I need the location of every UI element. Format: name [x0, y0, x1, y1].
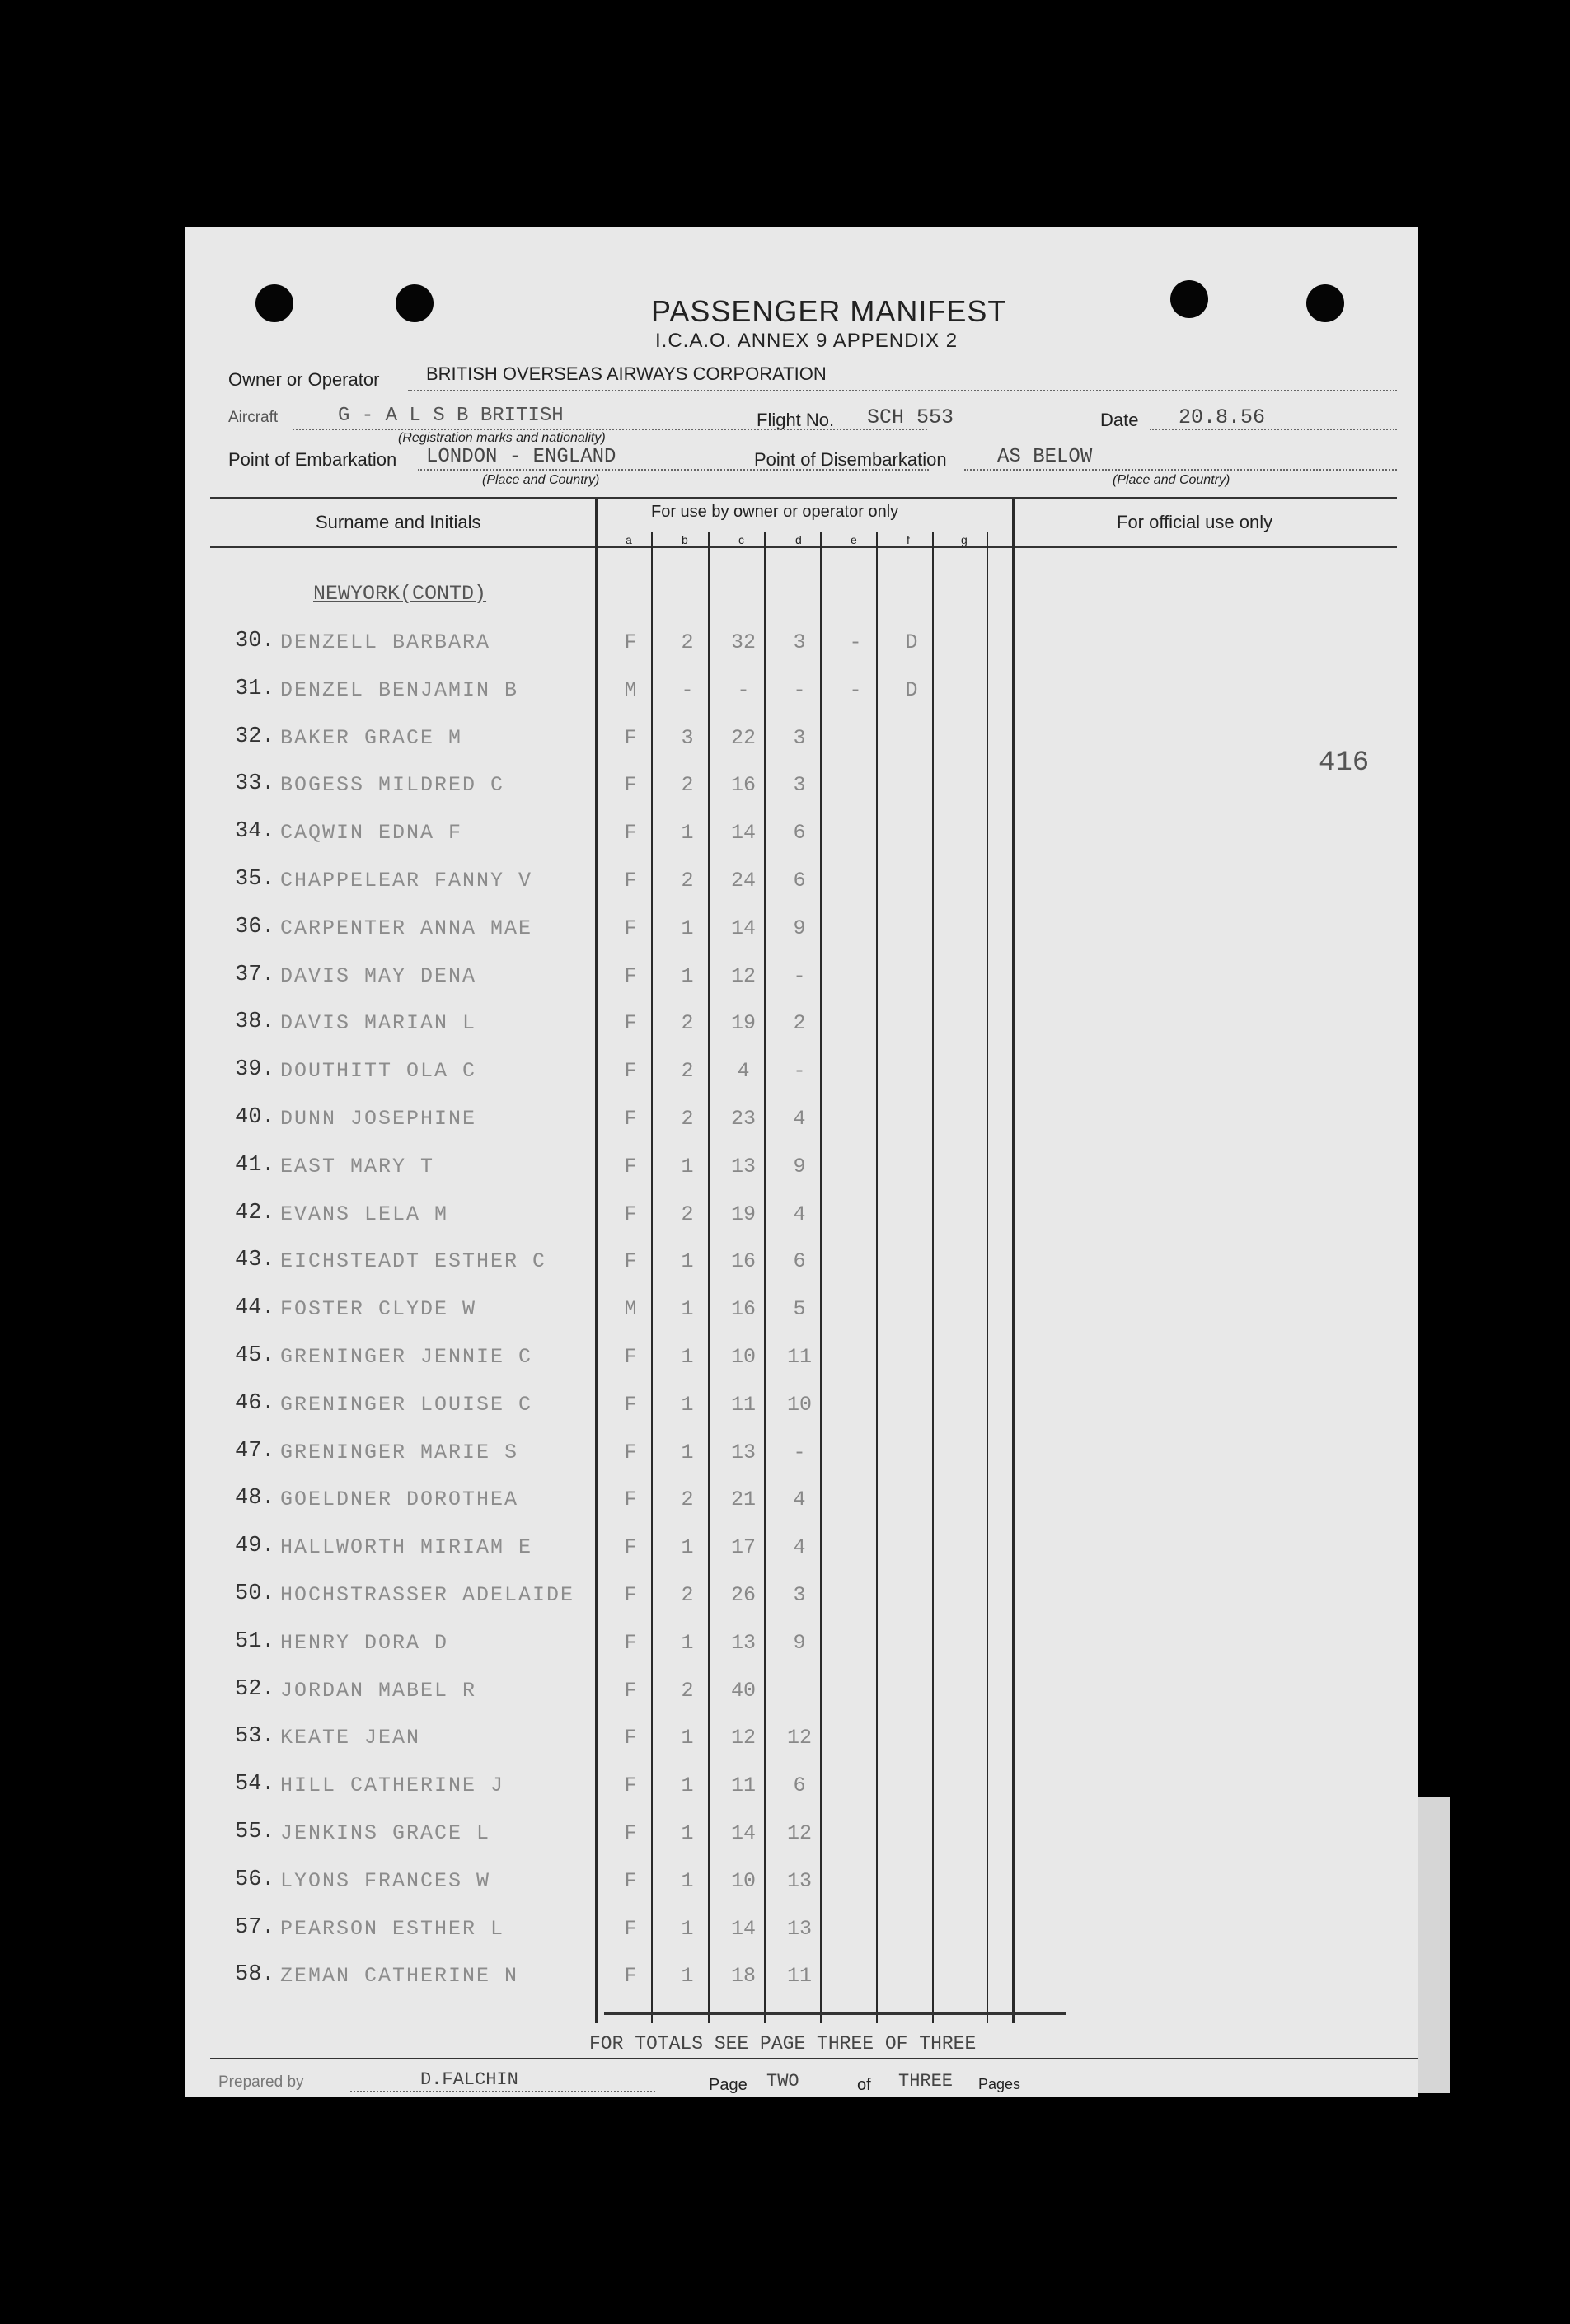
cell-a: F	[624, 1249, 637, 1274]
table-row	[185, 1525, 1418, 1573]
embarkation-label: Point of Embarkation	[228, 449, 397, 470]
row-number: 35.	[235, 867, 275, 892]
passenger-name: HOCHSTRASSER ADELAIDE	[280, 1583, 575, 1607]
cell-a: F	[624, 1678, 637, 1703]
table-row	[185, 763, 1418, 811]
punch-hole	[255, 284, 293, 322]
cell-a: F	[624, 1583, 637, 1607]
flight-value: SCH 553	[867, 405, 954, 429]
of-label: of	[857, 2076, 871, 2094]
aircraft-label: Aircraft	[228, 409, 279, 426]
cell-d: 4	[793, 1488, 806, 1512]
cell-a: F	[624, 773, 637, 798]
flight-label: Flight No.	[757, 410, 835, 430]
cell-c: 26	[730, 1583, 756, 1607]
cell-b: 1	[681, 1630, 694, 1655]
passenger-name: DOUTHITT OLA C	[280, 1059, 477, 1084]
cell-a: F	[624, 1773, 637, 1798]
cell-b: 2	[681, 1059, 694, 1084]
date-line	[1150, 429, 1397, 430]
table-row	[185, 1049, 1418, 1097]
cell-b: -	[681, 677, 694, 702]
cell-d: 5	[793, 1297, 806, 1322]
cell-c: 10	[730, 1868, 756, 1893]
row-number: 42.	[235, 1200, 275, 1225]
cell-c: 14	[730, 821, 756, 846]
cell-b: 1	[681, 1392, 694, 1417]
cell-c: 19	[730, 1011, 756, 1036]
passenger-name: GRENINGER MARIE S	[280, 1440, 519, 1464]
row-number: 44.	[235, 1296, 275, 1321]
table-row	[185, 621, 1418, 668]
cell-b: 2	[681, 869, 694, 893]
cell-a: F	[624, 1440, 637, 1464]
row-number: 58.	[235, 1962, 275, 1988]
passenger-name: EICHSTEADT ESTHER C	[280, 1249, 547, 1274]
passenger-name: HENRY DORA D	[280, 1630, 449, 1655]
cell-a: F	[624, 1059, 637, 1084]
row-number: 54.	[235, 1772, 275, 1797]
table-row	[185, 1859, 1418, 1907]
cell-b: 1	[681, 1345, 694, 1369]
cell-d: 4	[793, 1535, 806, 1560]
passenger-name: DENZELL BARBARA	[280, 630, 491, 654]
cell-a: F	[624, 1107, 637, 1131]
cell-d: 6	[793, 1773, 806, 1798]
cell-d: 3	[793, 725, 806, 750]
row-number: 55.	[235, 1820, 275, 1844]
passenger-name: JORDAN MABEL R	[280, 1678, 477, 1703]
table-row	[185, 1764, 1418, 1811]
cell-a: F	[624, 725, 637, 750]
cell-a: F	[624, 1916, 637, 1941]
cell-d: 11	[786, 1345, 812, 1369]
official-note: 416	[1319, 747, 1370, 779]
manifest-sheet	[185, 227, 1418, 2097]
passenger-name: JENKINS GRACE L	[280, 1821, 491, 1845]
row-number: 31.	[235, 676, 275, 701]
date-label: Date	[1100, 410, 1139, 430]
passenger-name: LYONS FRANCES W	[280, 1868, 491, 1893]
registration-note: (Registration marks and nationality)	[398, 431, 606, 445]
cell-b: 1	[681, 916, 694, 940]
table-row	[185, 954, 1418, 1002]
table-row	[185, 811, 1418, 859]
cell-c: 18	[730, 1964, 756, 1989]
subcol-label: f	[907, 533, 910, 546]
punch-hole	[396, 284, 434, 322]
passenger-name: GRENINGER LOUISE C	[280, 1392, 533, 1417]
cell-f: D	[905, 677, 918, 702]
table-row	[185, 1239, 1418, 1287]
cell-c: 11	[730, 1773, 756, 1798]
cell-b: 1	[681, 1773, 694, 1798]
cell-d: 10	[786, 1392, 812, 1417]
row-number: 51.	[235, 1628, 275, 1654]
cell-a: F	[624, 1535, 637, 1560]
cell-a: F	[624, 1488, 637, 1512]
row-number: 30.	[235, 629, 275, 654]
row-number: 50.	[235, 1581, 275, 1606]
form-subtitle: I.C.A.O. ANNEX 9 APPENDIX 2	[655, 330, 958, 352]
cell-b: 1	[681, 1249, 694, 1274]
row-number: 49.	[235, 1534, 275, 1559]
cell-c: 4	[737, 1059, 750, 1084]
pages-label: Pages	[978, 2076, 1021, 2092]
subcol-label: e	[851, 533, 857, 546]
cell-d: 9	[793, 916, 806, 940]
table-row	[185, 1001, 1418, 1049]
totals-rule	[604, 2012, 1066, 2015]
table-row	[185, 1621, 1418, 1669]
table-row	[185, 1907, 1418, 1955]
cell-d: -	[793, 677, 806, 702]
passenger-name: EVANS LELA M	[280, 1202, 449, 1226]
row-number: 52.	[235, 1676, 275, 1702]
row-number: 38.	[235, 1010, 275, 1035]
cell-b: 2	[681, 1202, 694, 1226]
passenger-name: HILL CATHERINE J	[280, 1773, 505, 1798]
table-row	[185, 668, 1418, 716]
cell-c: 13	[730, 1154, 756, 1178]
cell-b: 2	[681, 1011, 694, 1036]
table-row	[185, 1145, 1418, 1192]
cell-a: M	[624, 677, 637, 702]
table-row	[185, 1431, 1418, 1478]
cell-d: 12	[786, 1726, 812, 1750]
prepared-line	[350, 2091, 655, 2092]
table-row	[185, 1478, 1418, 1525]
cell-c: 14	[730, 916, 756, 940]
cell-c: 11	[730, 1392, 756, 1417]
cell-d: -	[793, 1059, 806, 1084]
passenger-name: HALLWORTH MIRIAM E	[280, 1535, 533, 1560]
cell-b: 1	[681, 1440, 694, 1464]
aircraft-value: G - A L S B BRITISH	[338, 405, 564, 427]
cell-d: 2	[793, 1011, 806, 1036]
row-number: 46.	[235, 1390, 275, 1416]
cell-b: 2	[681, 773, 694, 798]
prepared-value: D.FALCHIN	[420, 2069, 518, 2090]
cell-c: 32	[730, 630, 756, 654]
subcol-label: g	[961, 533, 968, 546]
section-heading: NEWYORK(CONTD)	[313, 582, 487, 606]
cell-d: 13	[786, 1868, 812, 1893]
cell-a: F	[624, 821, 637, 846]
cell-c: 16	[730, 1297, 756, 1322]
cell-d: 13	[786, 1916, 812, 1941]
cell-b: 1	[681, 821, 694, 846]
owner-line	[408, 390, 1397, 391]
cell-d: -	[793, 963, 806, 988]
cell-c: 40	[730, 1678, 756, 1703]
cell-a: F	[624, 1011, 637, 1036]
cell-a: F	[624, 1964, 637, 1989]
cell-d: 3	[793, 630, 806, 654]
row-number: 41.	[235, 1152, 275, 1178]
header-operator: For use by owner or operator only	[651, 503, 899, 521]
cell-b: 1	[681, 1868, 694, 1893]
table-row	[185, 1287, 1418, 1335]
cell-c: 10	[730, 1345, 756, 1369]
cell-b: 1	[681, 1535, 694, 1560]
cell-a: F	[624, 1630, 637, 1655]
page-label: Page	[709, 2076, 748, 2094]
page-value: TWO	[766, 2071, 799, 2092]
cell-a: F	[624, 869, 637, 893]
row-number: 33.	[235, 771, 275, 797]
cell-a: F	[624, 630, 637, 654]
cell-b: 1	[681, 1726, 694, 1750]
passenger-name: FOSTER CLYDE W	[280, 1297, 477, 1322]
subcol-label: d	[795, 533, 802, 546]
cell-d: 12	[786, 1821, 812, 1845]
passenger-name: CAQWIN EDNA F	[280, 821, 463, 846]
cell-c: 16	[730, 773, 756, 798]
passenger-name: BAKER GRACE M	[280, 725, 463, 750]
cell-d: 11	[786, 1964, 812, 1989]
passenger-name: EAST MARY T	[280, 1154, 435, 1178]
punch-hole	[1170, 280, 1208, 318]
cell-c: 21	[730, 1488, 756, 1512]
cell-d: 4	[793, 1202, 806, 1226]
cell-b: 2	[681, 1488, 694, 1512]
cell-c: 14	[730, 1916, 756, 1941]
cell-a: F	[624, 1821, 637, 1845]
cell-d: 3	[793, 773, 806, 798]
owner-label: Owner or Operator	[228, 369, 380, 390]
cell-c: 19	[730, 1202, 756, 1226]
cell-b: 1	[681, 1964, 694, 1989]
header-surname: Surname and Initials	[316, 512, 481, 532]
cell-c: 24	[730, 869, 756, 893]
passenger-name: DENZEL BENJAMIN B	[280, 677, 519, 702]
cell-e: -	[849, 677, 862, 702]
cell-a: F	[624, 916, 637, 940]
cell-b: 2	[681, 1107, 694, 1131]
cell-d: 3	[793, 1583, 806, 1607]
passenger-name: DAVIS MARIAN L	[280, 1011, 477, 1036]
cell-a: F	[624, 1726, 637, 1750]
cell-a: F	[624, 1154, 637, 1178]
cell-d: 9	[793, 1630, 806, 1655]
cell-d: 6	[793, 1249, 806, 1274]
cell-f: D	[905, 630, 918, 654]
cell-b: 2	[681, 1583, 694, 1607]
sheet-edge	[1418, 1797, 1450, 2093]
punch-hole	[1306, 284, 1344, 322]
embarkation-note: (Place and Country)	[482, 473, 600, 487]
cell-c: 16	[730, 1249, 756, 1274]
passenger-name: CHAPPELEAR FANNY V	[280, 869, 533, 893]
table-row	[185, 1383, 1418, 1431]
cell-c: 12	[730, 1726, 756, 1750]
subcol-label: b	[682, 533, 688, 546]
passenger-name: KEATE JEAN	[280, 1726, 421, 1750]
disembarkation-note: (Place and Country)	[1113, 473, 1230, 487]
totals-note: FOR TOTALS SEE PAGE THREE OF THREE	[589, 2033, 977, 2055]
cell-c: -	[737, 677, 750, 702]
cell-c: 22	[730, 725, 756, 750]
prepared-label: Prepared by	[218, 2073, 304, 2091]
cell-b: 1	[681, 1821, 694, 1845]
cell-a: F	[624, 1868, 637, 1893]
cell-b: 2	[681, 1678, 694, 1703]
row-number: 40.	[235, 1105, 275, 1130]
passenger-name: GOELDNER DOROTHEA	[280, 1488, 519, 1512]
table-row	[185, 1954, 1418, 2002]
passenger-name: ZEMAN CATHERINE N	[280, 1964, 519, 1989]
cell-c: 12	[730, 963, 756, 988]
table-row	[185, 1192, 1418, 1240]
cell-b: 1	[681, 1916, 694, 1941]
row-number: 36.	[235, 914, 275, 939]
cell-c: 14	[730, 1821, 756, 1845]
row-number: 53.	[235, 1724, 275, 1750]
of-value: THREE	[898, 2071, 954, 2092]
table-row	[185, 907, 1418, 954]
cell-d: -	[793, 1440, 806, 1464]
row-number: 45.	[235, 1343, 275, 1368]
passenger-name: GRENINGER JENNIE C	[280, 1345, 533, 1369]
owner-value: BRITISH OVERSEAS AIRWAYS CORPORATION	[426, 363, 827, 384]
embarkation-value: LONDON - ENGLAND	[426, 446, 616, 468]
cell-c: 23	[730, 1107, 756, 1131]
row-number: 57.	[235, 1914, 275, 1940]
table-row	[185, 1811, 1418, 1859]
cell-b: 1	[681, 963, 694, 988]
cell-b: 1	[681, 1297, 694, 1322]
table-row	[185, 716, 1418, 764]
row-number: 37.	[235, 962, 275, 987]
cell-b: 1	[681, 1154, 694, 1178]
row-number: 48.	[235, 1486, 275, 1511]
cell-a: F	[624, 963, 637, 988]
passenger-name: CARPENTER ANNA MAE	[280, 916, 533, 940]
table-row	[185, 1335, 1418, 1383]
subcol-label: c	[738, 533, 744, 546]
table-row	[185, 1716, 1418, 1764]
table-row	[185, 1573, 1418, 1621]
table-top-rule	[210, 497, 1397, 499]
row-number: 34.	[235, 819, 275, 845]
subcol-label: a	[626, 533, 632, 546]
row-number: 39.	[235, 1057, 275, 1083]
cell-b: 3	[681, 725, 694, 750]
passenger-name: PEARSON ESTHER L	[280, 1916, 505, 1941]
disembarkation-value: AS BELOW	[997, 446, 1093, 468]
table-row	[185, 859, 1418, 907]
cell-b: 2	[681, 630, 694, 654]
cell-a: F	[624, 1202, 637, 1226]
table-row	[185, 1669, 1418, 1717]
row-number: 56.	[235, 1867, 275, 1892]
disembarkation-line	[964, 469, 1397, 471]
cell-c: 13	[730, 1440, 756, 1464]
cell-c: 13	[730, 1630, 756, 1655]
disembarkation-label: Point of Disembarkation	[754, 449, 947, 470]
passenger-name: DUNN JOSEPHINE	[280, 1107, 477, 1131]
header-official: For official use only	[1117, 512, 1273, 532]
form-title: PASSENGER MANIFEST	[651, 294, 1007, 328]
cell-d: 6	[793, 821, 806, 846]
table-row	[185, 1097, 1418, 1145]
cell-e: -	[849, 630, 862, 654]
row-number: 32.	[235, 724, 275, 749]
footer-rule	[210, 2058, 1418, 2059]
cell-d: 4	[793, 1107, 806, 1131]
date-value: 20.8.56	[1179, 405, 1266, 429]
cell-d: 6	[793, 869, 806, 893]
row-number: 47.	[235, 1438, 275, 1464]
cell-a: F	[624, 1392, 637, 1417]
passenger-name: DAVIS MAY DENA	[280, 963, 477, 988]
table-header-rule	[210, 546, 1397, 548]
cell-c: 17	[730, 1535, 756, 1560]
cell-d: 9	[793, 1154, 806, 1178]
row-number: 43.	[235, 1248, 275, 1273]
passenger-name: BOGESS MILDRED C	[280, 773, 505, 798]
cell-a: M	[624, 1297, 637, 1322]
cell-a: F	[624, 1345, 637, 1369]
